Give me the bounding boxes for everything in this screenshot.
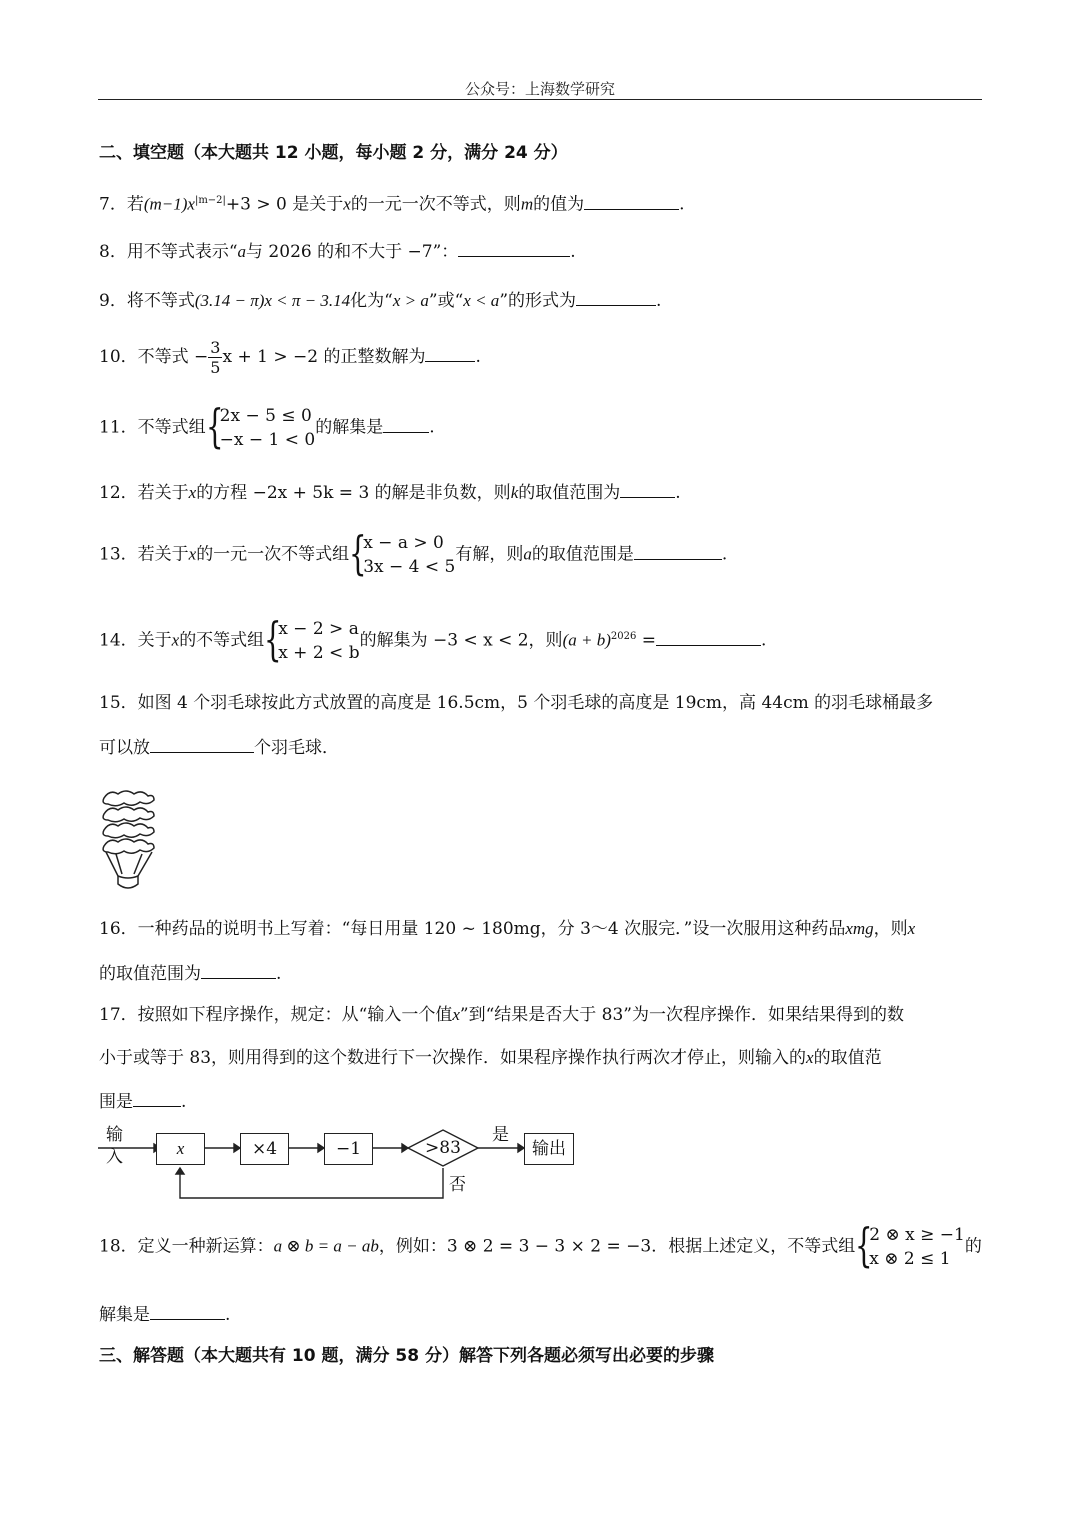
answer-blank[interactable]	[656, 629, 761, 646]
flow-decision: >83	[425, 1138, 461, 1158]
answer-blank[interactable]	[458, 240, 570, 257]
flow-box-x: x	[156, 1133, 205, 1165]
question-13: 13．若关于x的一元一次不等式组 { x − a > 0 3x − 4 < 5 有解，则a的取值范围是 .	[99, 526, 728, 580]
question-10: 10．不等式 − $\frac{3}{5}$ x + 1 > −2 的正整数解为 .	[99, 338, 481, 377]
flow-yes-label: 是	[492, 1125, 509, 1145]
flow-output-box: 输出	[524, 1133, 574, 1165]
answer-blank[interactable]	[584, 193, 679, 210]
inequality-system: { x − a > 0 3x − 4 < 5	[349, 526, 456, 580]
flow-no-label: 否	[449, 1175, 466, 1195]
section-title: 二、填空题（本大题共 12 小题，每小题 2 分，满分 24 分）	[99, 143, 568, 163]
question-17: 17．按照如下程序操作，规定：从“输入一个值x”到“结果是否大于 83”为一次程序操作．如果结果得到的数	[99, 1005, 904, 1025]
question-14: 14．关于x的不等式组 { x − 2 > a x + 2 < b 的解集为 −3 < x < 2，则$(a + b)^{2026}$ = .	[99, 612, 767, 666]
question-18: 18．定义一种新运算：a ⊗ b = a − ab，例如：3 ⊗ 2 = 3 − 3 × 2 = −3．根据上述定义，不等式组 { 2 ⊗ x ≥ −1 x ⊗ 2 ≤ 1 的	[99, 1218, 982, 1272]
question-15-line2: 可以放 个羽毛球．	[99, 738, 339, 758]
shuttlecock-figure	[96, 786, 162, 894]
question-17-line2: 小于或等于 83，则用得到的这个数进行下一次操作．如果程序操作执行两次才停止，则输入的x的取值范	[99, 1048, 882, 1068]
question-8: 8．用不等式表示“a与 2026 的和不大于 −7”： .	[99, 242, 576, 262]
question-7: 7．若$(m-1)x^{|m-2|}+3 > 0$ 是关于x的一元一次不等式，则m的值为 .	[99, 194, 685, 215]
answer-blank[interactable]	[133, 1090, 181, 1107]
question-17-line3: 围是 .	[99, 1092, 187, 1112]
inequality-system: { x − 2 > a x + 2 < b	[264, 612, 360, 666]
answer-blank[interactable]	[201, 962, 276, 979]
question-15: 15．如图 4 个羽毛球按此方式放置的高度是 16.5cm，5 个羽毛球的高度是 19cm，高 44cm 的羽毛球桶最多	[99, 693, 934, 713]
page-header: 公众号：上海数学研究	[464, 80, 615, 98]
flow-box-sub: −1	[324, 1133, 373, 1165]
answer-blank[interactable]	[383, 416, 429, 433]
question-18-line2: 解集是 .	[99, 1305, 231, 1325]
answer-blank[interactable]	[634, 543, 722, 560]
answer-blank[interactable]	[576, 289, 656, 306]
inequality-system: { 2 ⊗ x ≥ −1 x ⊗ 2 ≤ 1	[855, 1218, 965, 1272]
question-12: 12．若关于x的方程 −2x + 5k = 3 的解是非负数，则k的取值范围为 .	[99, 483, 681, 503]
answer-blank[interactable]	[620, 481, 675, 498]
header-divider	[98, 99, 982, 100]
fraction: $\frac{3}{5}$	[210, 338, 221, 377]
question-16: 16．一种药品的说明书上写着：“每日用量 120 ~ 180mg，分 3～4 次服完．”设一次服用这种药品xmg，则x	[99, 919, 916, 939]
section-title: 三、解答题（本大题共有 10 题，满分 58 分）解答下列各题必须写出必要的步骤	[99, 1346, 714, 1366]
inequality-system: { 2x − 5 ≤ 0 −x − 1 < 0	[205, 399, 316, 453]
flow-box-mul: ×4	[240, 1133, 289, 1165]
question-11: 11．不等式组 { 2x − 5 ≤ 0 −x − 1 < 0 的解集是 .	[99, 399, 435, 453]
answer-blank[interactable]	[150, 1303, 225, 1320]
question-16-line2: 的取值范围为 .	[99, 964, 282, 984]
answer-blank[interactable]	[425, 345, 475, 362]
answer-blank[interactable]	[150, 736, 254, 753]
question-9: 9．将不等式(3.14 − π)x < π − 3.14化为“x > a”或“x < a”的形式为 .	[99, 291, 662, 311]
